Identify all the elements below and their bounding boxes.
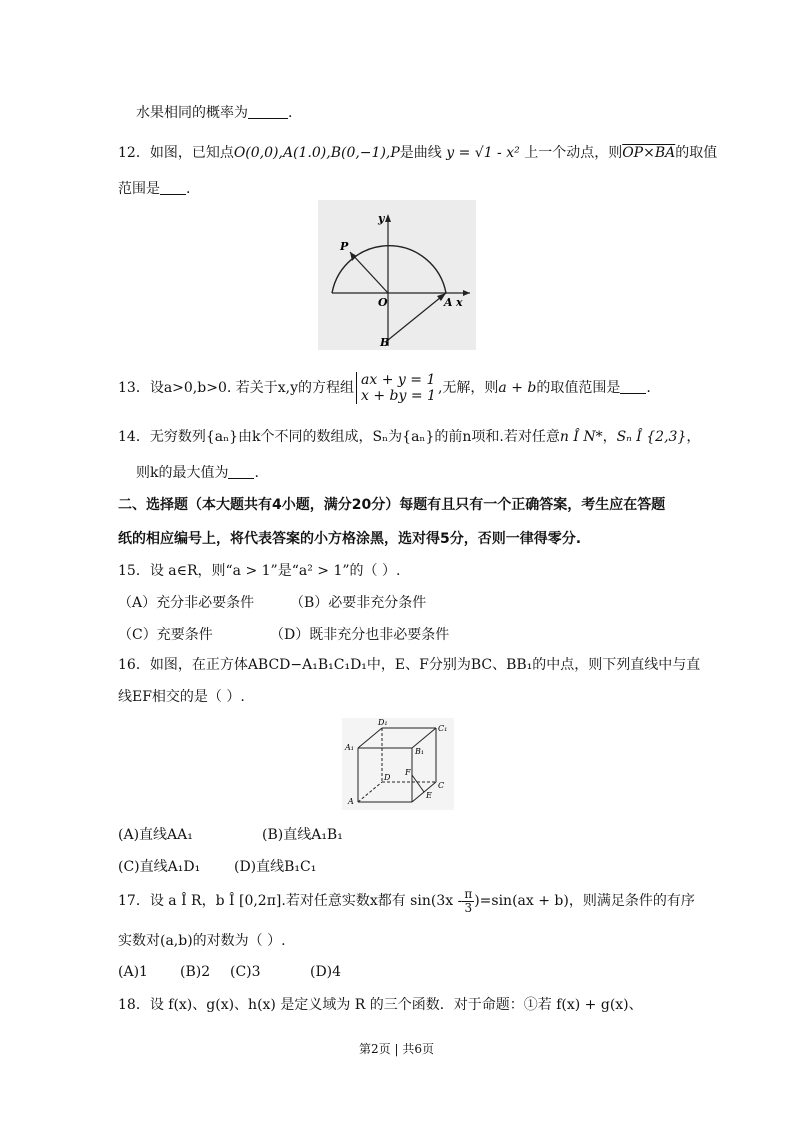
label-f: F [405,768,411,777]
label-a: A [444,296,453,309]
answer-blank [620,381,646,394]
question-13: 13．设a>0,b>0. 若关于x,y的方程组 ax + y = 1 x + by = 1 ,无解，则a + b的取值范围是 . [118,372,651,404]
question-16-line1: 16．如图，在正方体ABCD−A₁B₁C₁D₁中，E、F分别为BC、BB₁的中点，则下列直线中与直 [118,657,701,673]
q11-text: 水果相同的概率为 [136,105,248,121]
question-16-line2: 线EF相交的是（ ）. [118,689,245,705]
fraction-pi-over-3: $\frac{\pi}{3}$ [464,886,473,915]
label-y: y [378,212,385,225]
label-b1: B₁ [415,747,425,756]
q17-option-d[interactable]: (D)4 [310,964,342,980]
q15-option-a[interactable]: （A）充分非必要条件 [118,595,255,611]
q17-option-c[interactable]: (C)3 [230,964,261,980]
section-2-heading-line2: 纸的相应编号上，将代表答案的小方格涂黑，选对得5分，否则一律得零分. [118,531,582,547]
q15-option-b[interactable]: （B）必要非充分条件 [290,595,427,611]
label-a1: A₁ [345,743,354,752]
question-17-line2: 实数对(a,b)的对数为（ ）. [118,933,286,949]
q16-option-d[interactable]: (D)直线B₁C₁ [234,859,317,875]
answer-blank [248,106,288,119]
points-list: O(0,0),A(1.0),B(0,−1),P [233,145,400,161]
q16-option-c[interactable]: (C)直线A₁D₁ [118,859,201,875]
q15-option-c[interactable]: （C）充要条件 [118,627,213,643]
question-12-line2: 范围是 . [118,181,191,197]
label-a: A [348,797,354,806]
q17-option-b[interactable]: (B)2 [180,964,211,980]
q17-option-a[interactable]: (A)1 [118,964,148,980]
label-o: O [378,296,388,309]
label-x: x [456,296,463,309]
q16-option-b[interactable]: (B)直线A₁B₁ [262,827,343,843]
question-15-stem: 15．设 a∈R，则“a > 1”是“a² > 1”的（ ）. [118,563,401,579]
q15-option-d[interactable]: （D）既非充分也非必要条件 [270,627,450,643]
vector-product: OP×BA [622,145,676,161]
question-14: 14．无穷数列{aₙ}由k个不同的数组成，Sₙ为{aₙ}的前n项和.若对任意n Î N*，Sₙ Î {2,3}， [118,429,701,445]
label-b: B [380,336,390,349]
page-footer: 第2页 | 共6页 [359,1042,434,1056]
label-c1: C₁ [438,724,448,733]
question-17-line1: 17．设 a Î R，b Î [0,2π].若对任意实数x都有 sin(3x - $\frac{\pi}{3}$ )=sin(ax + b)，则满足条件的有序 [118,886,695,915]
section-2-heading-line1: 二、选择题（本大题共有4小题，满分20分）每题有且只有一个正确答案，考生应在答题 [118,497,666,513]
label-p: P [340,240,349,253]
label-d1: D₁ [378,718,388,727]
figure-background [318,200,476,350]
question-12: 12．如图，已知点O(0,0),A(1.0),B(0,−1),P是曲线 y = √1 - x² 上一个动点，则OP×BA的取值 [118,145,718,161]
label-c: C [438,781,445,790]
equation-2: x + by = 1 [361,388,436,404]
question-18-line1: 18．设 f(x)、g(x)、h(x) 是定义域为 R 的三个函数．对于命题：①若 f(x) + g(x)、 [118,997,643,1013]
equation-1: ax + y = 1 [361,372,436,388]
q11-tail: 水果相同的概率为 . [136,105,293,121]
equation-system [356,372,436,404]
answer-blank [228,466,254,479]
q16-option-a[interactable]: (A)直线AA₁ [118,827,193,843]
curve-equation: y = √1 - x² [446,145,520,161]
label-e: E [426,791,432,800]
figure-q16-cube [342,718,454,810]
answer-blank [160,182,186,195]
question-14-line2: 则k的最大值为 . [136,465,259,481]
figure-q12-semicircle [318,200,476,350]
label-d: D [384,773,391,782]
